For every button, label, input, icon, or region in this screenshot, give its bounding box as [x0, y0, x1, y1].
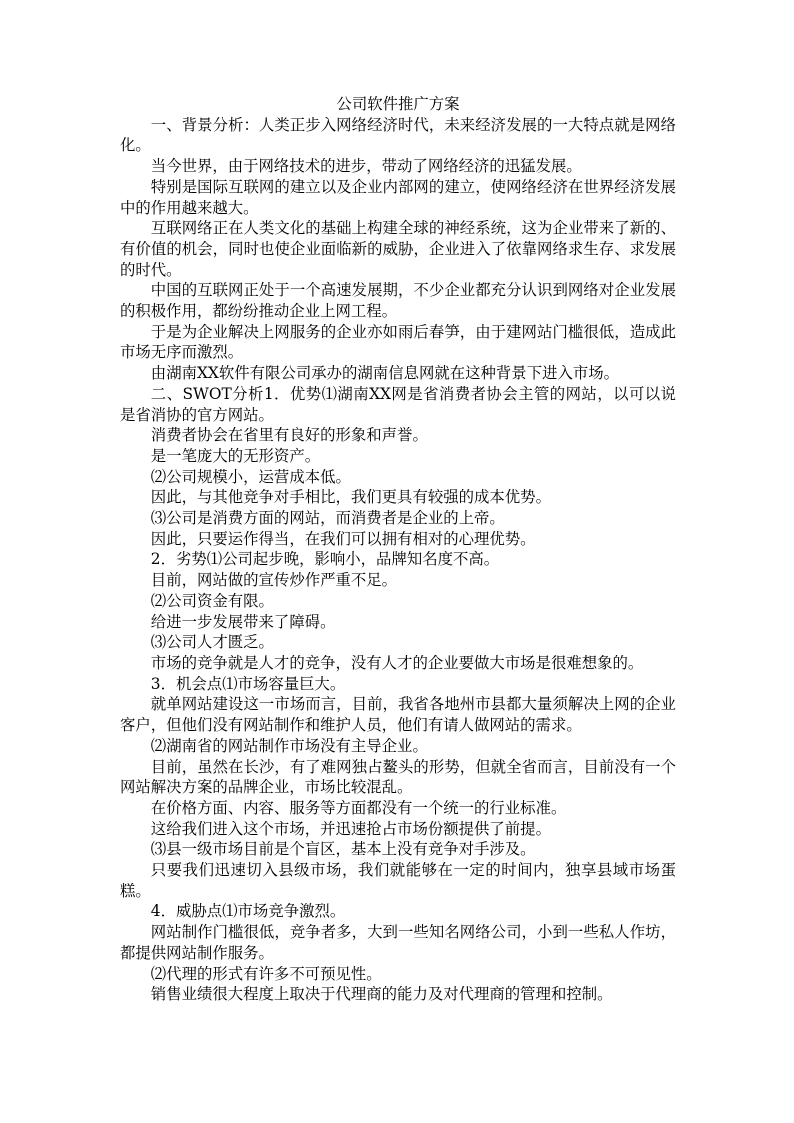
paragraph: ⑵代理的形式有许多不可预见性。: [150, 964, 382, 983]
paragraph: 当今世界，由于网络技术的进步，带动了网络经济的迅猛发展。: [150, 157, 582, 176]
paragraph: ⑶公司是消费方面的网站，而消费者是企业的上帝。: [150, 509, 505, 528]
paragraph: ⑶公司人才匮乏。: [150, 633, 274, 652]
document-page: [120, 94, 676, 1005]
paragraph: 2．劣势⑴公司起步晚，影响小，品牌知名度不高。: [150, 550, 500, 569]
document-body: [120, 115, 676, 1005]
paragraph: 目前，虽然在长沙，有了难网独占鳌头的形势，但就全省而言，目前没有一个网站解决方案的品牌企业，市场比较混乱。: [120, 757, 676, 797]
paragraph: 网站制作门槛很低，竞争者多，大到一些知名网络公司，小到一些私人作坊，都提供网站制作服务。: [120, 923, 676, 962]
paragraph: 在价格方面、内容、服务等方面都没有一个统一的行业标准。: [150, 798, 567, 817]
paragraph: 互联网络正在人类文化的基础上构建全球的神经系统，这为企业带来了新的、有价值的机会，同时也使企业面临新的威胁，企业进入了依靠网络求生存、求发展的时代。: [120, 219, 676, 279]
paragraph: 只要我们迅速切入县级市场，我们就能够在一定的时间内，独享县域市场蛋糕。: [120, 861, 676, 900]
paragraph: 中国的互联网正处于一个高速发展期，不少企业都充分认识到网络对企业发展的积极作用，都纷纷推动企业上网工程。: [120, 281, 676, 321]
paragraph: 因此，只要运作得当，在我们可以拥有相对的心理优势。: [150, 529, 536, 548]
paragraph: 消费者协会在省里有良好的形象和声誉。: [150, 426, 428, 445]
paragraph: ⑵湖南省的网站制作市场没有主导企业。: [150, 736, 428, 755]
paragraph: 3．机会点⑴市场容量巨大。: [150, 674, 346, 693]
paragraph: 市场的竞争就是人才的竞争，没有人才的企业要做大市场是很难想象的。: [150, 653, 644, 672]
paragraph: 销售业绩很大程度上取决于代理商的能力及对代理商的管理和控制。: [150, 985, 613, 1004]
paragraph: 目前，网站做的宣传炒作严重不足。: [150, 571, 398, 590]
paragraph: 就单网站建设这一市场而言，目前，我省各地州市县都大量须解决上网的企业客户，但他们没有网站制作和维护人员，他们有请人做网站的需求。: [120, 695, 676, 735]
paragraph: 这给我们进入这个市场，并迅速抢占市场份额提供了前提。: [150, 819, 551, 838]
paragraph: ⑵公司规模小，运营成本低。: [150, 467, 351, 486]
paragraph: 4．威胁点⑴市场竞争激烈。: [150, 902, 346, 921]
paragraph: 是一笔庞大的无形资产。: [150, 446, 321, 465]
paragraph: 一、背景分析：人类正步入网络经济时代，未来经济发展的一大特点就是网络化。: [120, 115, 676, 155]
paragraph: 给进一步发展带来了障碍。: [150, 612, 336, 631]
paragraph: ⑶县一级市场目前是个盲区，基本上没有竞争对手涉及。: [150, 840, 536, 859]
paragraph: 二、SWOT分析1．优势⑴湖南XX网是省消费者协会主管的网站，以可以说是省消协的官方网站。: [120, 384, 676, 424]
paragraph: 因此，与其他竞争对手相比，我们更具有较强的成本优势。: [150, 488, 551, 507]
paragraph: 特别是国际互联网的建立以及企业内部网的建立，使网络经济在世界经济发展中的作用越来越大。: [120, 177, 676, 217]
paragraph: 于是为企业解决上网服务的企业亦如雨后春笋，由于建网站门槛很低，造成此市场无序而激烈。: [120, 322, 676, 362]
document-title: 公司软件推广方案: [336, 95, 460, 113]
paragraph: 由湖南XX软件有限公司承办的湖南信息网就在这种背景下进入市场。: [150, 364, 620, 383]
paragraph: ⑵公司资金有限。: [150, 591, 274, 610]
